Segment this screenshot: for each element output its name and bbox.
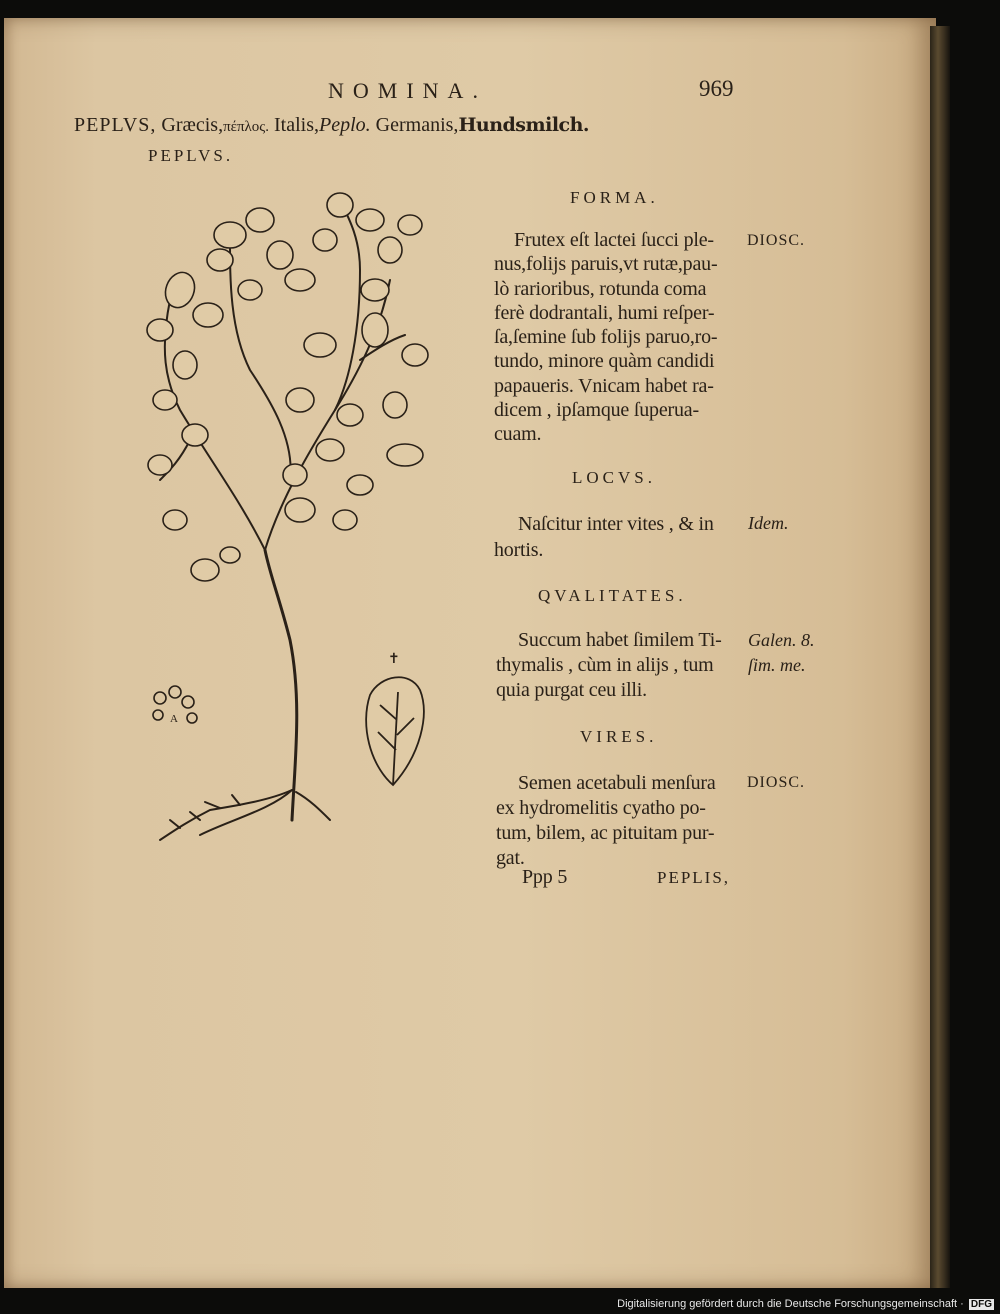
text-line: dicem , ipſamque ſuperua- xyxy=(494,399,699,422)
text-line: ſa,ſemine ſub folijs paruo,ro- xyxy=(494,326,718,349)
text-line: tundo, minore quàm candidi xyxy=(494,350,715,373)
text-line: ferè dodrantali, humi reſper- xyxy=(494,301,715,324)
margin-note-locus: Idem. xyxy=(748,513,789,533)
digitization-credit xyxy=(617,1298,994,1310)
text-line: cuam. xyxy=(494,423,542,446)
margin-line: Galen. 8. xyxy=(748,630,815,650)
text-line: Succum habet ſimilem Ti- xyxy=(518,629,722,651)
text-line: thymalis , cùm in alijs , tum xyxy=(496,654,714,676)
margin-line: ſim. me. xyxy=(748,655,806,675)
figure-caption: PEPLVS. xyxy=(148,146,234,165)
forma-text xyxy=(494,228,717,447)
page-edge xyxy=(930,26,950,1288)
text-line: Semen acetabuli menſura xyxy=(518,772,716,794)
margin-note-vires: DIOSC. xyxy=(747,774,806,791)
peplus-name: PEPLVS, xyxy=(74,114,157,136)
greek-name: πέπλος. xyxy=(223,119,270,135)
text-line: gat. xyxy=(496,847,525,869)
folio-number: 969 xyxy=(699,76,734,101)
italian-name: Peplo. xyxy=(319,114,371,136)
nomina-line xyxy=(74,114,589,137)
text-line: hortis. xyxy=(494,539,544,561)
seed-label-a: A xyxy=(170,713,178,725)
credit-text: Digitalisierung gefördert durch die Deutsche Forschungsgemeinschaft · xyxy=(617,1298,964,1310)
text-line: Naſcitur inter vites , & in xyxy=(518,513,714,535)
qualitates-text xyxy=(496,628,722,703)
locus-text xyxy=(494,511,714,563)
german-name: Hundsmilch. xyxy=(458,114,590,136)
text-line: nus,folijs paruis,vt rutæ,pau- xyxy=(494,253,718,276)
text-line: Frutex eſt lactei ſucci ple- xyxy=(514,229,714,251)
plant-woodcut-illustration xyxy=(120,180,460,860)
text-line: lò rarioribus, rotunda coma xyxy=(494,277,707,300)
section-heading-locus: LOCVS. xyxy=(572,468,656,487)
germanis-label: Germanis, xyxy=(375,114,459,136)
margin-note-forma: DIOSC. xyxy=(747,232,806,249)
graecis-label: Græcis, xyxy=(161,114,224,136)
running-title: NOMINA. xyxy=(328,78,487,103)
cross-mark: ✝ xyxy=(388,651,400,667)
catchword: PEPLIS, xyxy=(657,868,731,887)
vires-text xyxy=(496,771,716,871)
dfg-logo: DFG xyxy=(970,1299,992,1310)
section-heading-qualitates: QVALITATES. xyxy=(538,586,687,605)
signature-mark: Ppp 5 xyxy=(522,866,568,888)
text-line: ex hydromelitis cyatho po- xyxy=(496,797,706,819)
italis-label: Italis, xyxy=(274,114,320,136)
text-line: tum, bilem, ac pituitam pur- xyxy=(496,822,715,844)
section-heading-forma: FORMA. xyxy=(570,188,659,207)
margin-note-qualitates xyxy=(748,628,815,678)
section-heading-vires: VIRES. xyxy=(580,727,658,746)
text-line: quia purgat ceu illi. xyxy=(496,679,647,701)
text-line: papaueris. Vnicam habet ra- xyxy=(494,374,714,397)
